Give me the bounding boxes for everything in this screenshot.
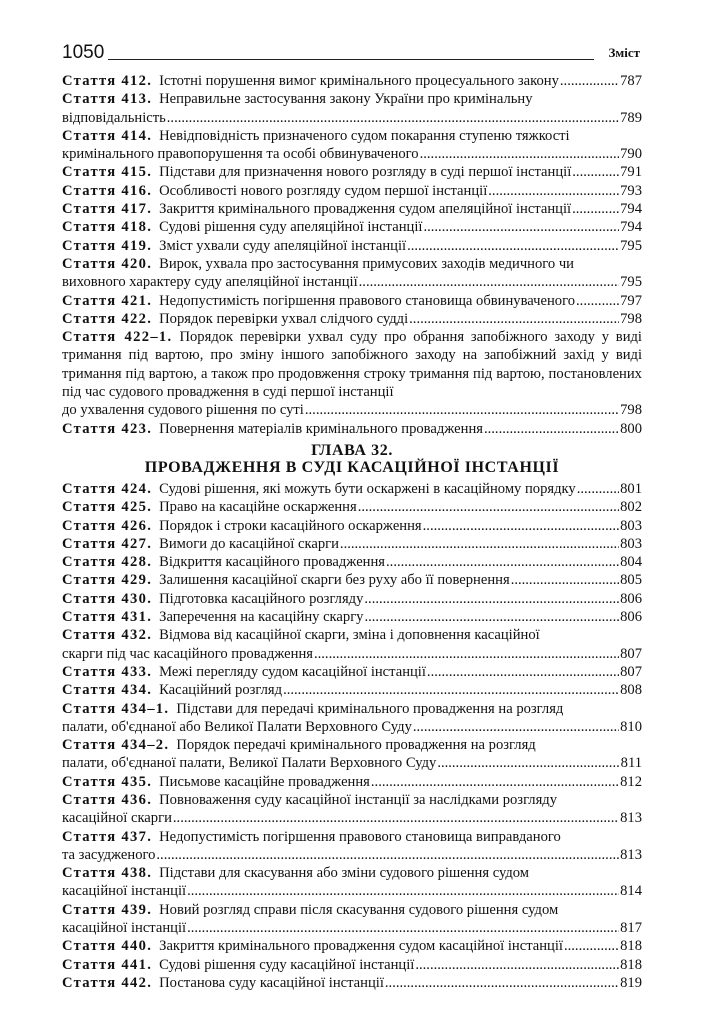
article-label: Стаття 438.: [62, 865, 153, 882]
toc-entry-last-line: [62, 109, 642, 127]
toc-entry: [62, 553, 642, 571]
page-ref: 817: [620, 920, 642, 937]
dot-leader: [423, 517, 619, 535]
chapter-number: ГЛАВА 32.: [311, 441, 393, 459]
toc-entry: [62, 901, 642, 938]
toc-entry: [62, 974, 642, 992]
dot-leader: [359, 273, 619, 291]
table-of-contents: [62, 72, 642, 992]
article-title-text: Вирок, ухвала про застосування примусових заходів медичного чи: [159, 255, 574, 272]
page-ref: 803: [620, 535, 642, 552]
article-title-text: Підготовка касаційного розгляду: [159, 590, 364, 607]
page-ref: 814: [620, 883, 642, 900]
toc-entry-last-line: [62, 401, 642, 419]
dot-leader: [167, 109, 619, 127]
article-title-text: Судові рішення суду апеляційної інстанції: [159, 219, 423, 236]
toc-entry: [62, 663, 642, 681]
article-label: Стаття 435.: [62, 773, 153, 790]
page-ref: 800: [620, 420, 642, 437]
page-ref: 789: [620, 109, 642, 126]
article-title-text: Касаційний розгляд: [159, 682, 283, 699]
page-ref: 798: [620, 402, 642, 419]
article-title-text: Недопустимість погіршення правового становища виправданого: [159, 828, 561, 845]
article-label: Стаття 433.: [62, 663, 153, 680]
toc-entry: [62, 310, 642, 328]
article-title-text: Новий розгляд справи після скасування судового рішення судом: [159, 901, 559, 918]
article-title-text: Судові рішення суду касаційної інстанції: [159, 956, 415, 973]
page-ref: 819: [620, 974, 642, 991]
toc-entry-last-line: [62, 645, 642, 663]
article-label: Стаття 431.: [62, 609, 153, 626]
toc-entry: [62, 498, 642, 516]
toc-entry: [62, 956, 642, 974]
page-ref: 810: [620, 718, 642, 735]
page-ref: 818: [620, 956, 642, 973]
dot-leader: [423, 218, 619, 236]
article-title-text: палати, об'єднаної або Великої Палати Верховного Суду: [62, 718, 412, 735]
toc-entry-last-line: [62, 292, 642, 310]
dot-leader: [305, 401, 619, 419]
article-label: Стаття 430.: [62, 590, 153, 607]
header-rule: [108, 59, 594, 60]
article-title-text: скарги під час касаційного провадження: [62, 645, 313, 662]
dot-leader: [371, 773, 619, 791]
toc-entry-last-line: [62, 273, 642, 291]
dot-leader: [283, 681, 619, 699]
dot-leader: [407, 237, 619, 255]
article-label: Стаття 429.: [62, 572, 153, 589]
toc-entry: [62, 218, 642, 236]
chapter-title: ПРОВАДЖЕННЯ В СУДІ КАСАЦІЙНОЇ ІНСТАНЦІЇ: [144, 458, 560, 476]
running-title: Зміст: [608, 45, 640, 60]
article-label: Стаття 434.: [62, 682, 153, 699]
toc-entry: [62, 127, 642, 164]
page-ref: 807: [620, 663, 642, 680]
article-label: Стаття 437.: [62, 828, 153, 845]
article-label: Стаття 436.: [62, 791, 153, 808]
article-title-text: касаційної скарги: [62, 810, 172, 827]
toc-entry-last-line: [62, 182, 642, 200]
toc-entry: [62, 480, 642, 498]
toc-entry-last-line: [62, 919, 642, 937]
dot-leader: [427, 663, 619, 681]
toc-section-chapter-31: [62, 72, 642, 438]
toc-entry-last-line: [62, 72, 642, 90]
article-label: Стаття 442.: [62, 974, 153, 991]
page-ref: 802: [620, 499, 642, 516]
article-label: Стаття 419.: [62, 237, 153, 254]
article-label: Стаття 434–2.: [62, 737, 170, 754]
article-title-text: Підстави для призначення нового розгляду в суді першої інстанції: [159, 164, 572, 181]
article-label: Стаття 428.: [62, 554, 153, 571]
article-title-text: Закриття кримінального провадження судом касаційної інстанції: [159, 938, 563, 955]
article-label: Стаття 427.: [62, 535, 153, 552]
dot-leader: [420, 145, 620, 163]
page-ref: 790: [620, 146, 642, 163]
article-title-text: Порядок передачі кримінального провадження на розгляд: [176, 737, 536, 754]
dot-leader: [314, 645, 619, 663]
article-title-text: Підстави для скасування або зміни судового рішення судом: [159, 865, 530, 882]
article-title-text: Відкриття касаційного провадження: [159, 554, 386, 571]
toc-entry: [62, 182, 642, 200]
article-title-text: Відмова від касаційної скарги, зміна і доповнення касаційної: [159, 627, 540, 644]
dot-leader: [415, 956, 619, 974]
toc-entry: [62, 864, 642, 901]
toc-entry-last-line: [62, 571, 642, 589]
article-label: Стаття 441.: [62, 956, 153, 973]
article-title-text: вартою, постановлених під час судового провадження в суді першої інстанції: [62, 365, 642, 401]
toc-entry: [62, 255, 642, 292]
article-title-text: Невідповідність призначеного судом покарання ступеню тяжкості: [159, 127, 570, 144]
page-ref: 805: [620, 572, 642, 589]
dot-leader: [511, 571, 619, 589]
article-title-text: Письмове касаційне провадження: [159, 773, 370, 790]
page-ref: 798: [620, 310, 642, 327]
article-title-text: Вимоги до касаційної скарги: [159, 535, 339, 552]
toc-entry-last-line: [62, 310, 642, 328]
page-ref: 795: [620, 237, 642, 254]
toc-entry: [62, 571, 642, 589]
toc-entry-last-line: [62, 974, 642, 992]
article-label: Стаття 418.: [62, 219, 153, 236]
article-title-text: касаційної інстанції: [62, 883, 187, 900]
dot-leader: [572, 163, 619, 181]
article-title-text: Істотні порушення вимог кримінального процесуального закону: [159, 73, 559, 89]
toc-entry-last-line: [62, 218, 642, 236]
page-ref: 797: [620, 292, 642, 309]
article-label: Стаття 412.: [62, 73, 153, 89]
article-label: Стаття 426.: [62, 517, 153, 534]
article-title-text: Повернення матеріалів кримінального провадження: [159, 420, 483, 437]
toc-entry-last-line: [62, 846, 642, 864]
article-title-text: Порядок перевірки ухвал суду про обрання запобіжного заходу: [179, 329, 595, 346]
page-ref: 804: [620, 554, 642, 571]
toc-entry-last-line: [62, 773, 642, 791]
article-label: Стаття 423.: [62, 420, 153, 437]
dot-leader: [364, 590, 619, 608]
toc-entry: [62, 700, 642, 737]
article-title-text: палати, об'єднаної палати, Великої Палати Верховного Суду: [62, 755, 437, 772]
article-title-text: Судові рішення, які можуть бути оскаржені в касаційному порядку: [159, 480, 576, 497]
page-ref: 813: [620, 846, 642, 863]
dot-leader: [564, 937, 619, 955]
toc-entry: [62, 517, 642, 535]
toc-entry: [62, 90, 642, 127]
article-title-text: Право на касаційне оскарження: [159, 499, 357, 516]
article-title-text: кримінального правопорушення та особі обвинуваченого: [62, 146, 419, 163]
page-ref: 818: [620, 938, 642, 955]
toc-entry: [62, 736, 642, 773]
article-label: Стаття 416.: [62, 182, 153, 199]
dot-leader: [560, 72, 619, 90]
toc-entry-last-line: [62, 200, 642, 218]
article-title-text: відповідальність: [62, 109, 166, 126]
article-label: Стаття 413.: [62, 91, 153, 108]
toc-entry: [62, 328, 642, 419]
toc-entry-last-line: [62, 517, 642, 535]
toc-entry: [62, 608, 642, 626]
toc-entry-last-line: [62, 608, 642, 626]
dot-leader: [173, 809, 619, 827]
toc-entry-last-line: [62, 590, 642, 608]
page-ref: 801: [620, 480, 642, 497]
article-title-text: Зміст ухвали суду апеляційної інстанції: [159, 237, 407, 254]
toc-entry-last-line: [62, 681, 642, 699]
toc-entry: [62, 828, 642, 865]
dot-leader: [409, 310, 619, 328]
toc-entry-last-line: [62, 809, 642, 827]
article-label: Стаття 424.: [62, 480, 153, 497]
page-ref: 794: [620, 219, 642, 236]
dot-leader: [187, 919, 619, 937]
page-ref: 811: [620, 755, 642, 772]
toc-entry-last-line: [62, 956, 642, 974]
page-ref: 795: [620, 274, 642, 291]
page-header: [62, 42, 640, 68]
dot-leader: [187, 882, 619, 900]
toc-entry: [62, 626, 642, 663]
toc-entry-last-line: [62, 163, 642, 181]
dot-leader: [488, 182, 619, 200]
article-title-text: виховного характеру суду апеляційної інстанції: [62, 274, 358, 291]
toc-entry-last-line: [62, 535, 642, 553]
article-label: Стаття 440.: [62, 938, 153, 955]
page-ref: 808: [620, 682, 642, 699]
dot-leader: [572, 200, 619, 218]
article-title-text: Підстави для передачі кримінального провадження на розгляд: [176, 700, 564, 717]
toc-entry-last-line: [62, 498, 642, 516]
toc-entry-last-line: [62, 237, 642, 255]
dot-leader: [576, 292, 619, 310]
dot-leader: [386, 553, 619, 571]
page-ref: 813: [620, 810, 642, 827]
dot-leader: [358, 498, 619, 516]
article-title-text: Межі перегляду судом касаційної інстанції: [159, 663, 426, 680]
article-title-text: Заперечення на касаційну скаргу: [159, 609, 364, 626]
article-title-text: Неправильне застосування закону України про кримінальну: [159, 91, 533, 108]
page-ref: 803: [620, 517, 642, 534]
toc-entry: [62, 292, 642, 310]
page-ref: 812: [620, 773, 642, 790]
toc-entry: [62, 535, 642, 553]
article-label: Стаття 432.: [62, 627, 153, 644]
toc-entry: [62, 163, 642, 181]
article-label: Стаття 425.: [62, 499, 153, 516]
dot-leader: [437, 754, 619, 772]
toc-entry: [62, 791, 642, 828]
page-ref: 806: [620, 609, 642, 626]
dot-leader: [340, 535, 619, 553]
article-title-text: та засудженого: [62, 846, 156, 863]
toc-entry: [62, 200, 642, 218]
page-ref: 794: [620, 201, 642, 218]
article-title-text: у виді тримання під вартою, про зміну іншого запобіжного заходу на запобіжний: [62, 329, 642, 364]
toc-entry: [62, 590, 642, 608]
article-title-text: Залишення касаційної скарги без руху або її повернення: [159, 572, 510, 589]
article-title-text: Особливості нового розгляду судом першої інстанції: [159, 182, 488, 199]
page-ref: 787: [620, 73, 642, 89]
article-title-text: касаційної інстанції: [62, 920, 187, 937]
toc-section-chapter-32: [62, 480, 642, 992]
article-label: Стаття 421.: [62, 292, 153, 309]
toc-entry: [62, 420, 642, 438]
article-title-text: Закриття кримінального провадження судом апеляційної інстанції: [159, 201, 572, 218]
toc-entry: [62, 937, 642, 955]
page-ref: 791: [620, 164, 642, 181]
dot-leader: [385, 974, 619, 992]
toc-entry: [62, 773, 642, 791]
article-title-text: Порядок і строки касаційного оскарження: [159, 517, 422, 534]
dot-leader: [364, 608, 619, 626]
dot-leader: [156, 846, 619, 864]
toc-entry-last-line: [62, 553, 642, 571]
dot-leader: [484, 420, 619, 438]
article-label: Стаття 422–1.: [62, 329, 173, 346]
article-title-text: Постанова суду касаційної інстанції: [159, 974, 384, 991]
page-number: 1050: [62, 42, 105, 63]
toc-entry: [62, 72, 642, 90]
toc-entry: [62, 681, 642, 699]
article-label: Стаття 422.: [62, 310, 153, 327]
article-label: Стаття 420.: [62, 255, 153, 272]
article-label: Стаття 415.: [62, 164, 153, 181]
article-title-text: Повноваження суду касаційної інстанції за наслідками розгляду: [159, 791, 558, 808]
article-label: Стаття 439.: [62, 901, 153, 918]
toc-entry: [62, 237, 642, 255]
toc-entry-last-line: [62, 420, 642, 438]
toc-entry-last-line: [62, 663, 642, 681]
article-label: Стаття 434–1.: [62, 700, 170, 717]
toc-entry-last-line: [62, 145, 642, 163]
dot-leader: [577, 480, 619, 498]
dot-leader: [413, 718, 619, 736]
article-title-text: Недопустимість погіршення правового становища обвинуваченого: [159, 292, 576, 309]
page-ref: 806: [620, 590, 642, 607]
toc-entry-last-line: [62, 937, 642, 955]
page-ref: 793: [620, 182, 642, 199]
article-title-text: до ухвалення судового рішення по суті: [62, 402, 304, 419]
article-title-text: Порядок перевірки ухвал слідчого судді: [159, 310, 409, 327]
toc-entry-last-line: [62, 718, 642, 736]
article-label: Стаття 417.: [62, 201, 153, 218]
article-title-text: захід у виді тримання під вартою, а також про продовження строку тримання під: [62, 347, 642, 382]
toc-entry-last-line: [62, 882, 642, 900]
toc-entry-last-line: [62, 480, 642, 498]
toc-entry-last-line: [62, 754, 642, 772]
page-ref: 807: [620, 645, 642, 662]
article-label: Стаття 414.: [62, 127, 153, 144]
